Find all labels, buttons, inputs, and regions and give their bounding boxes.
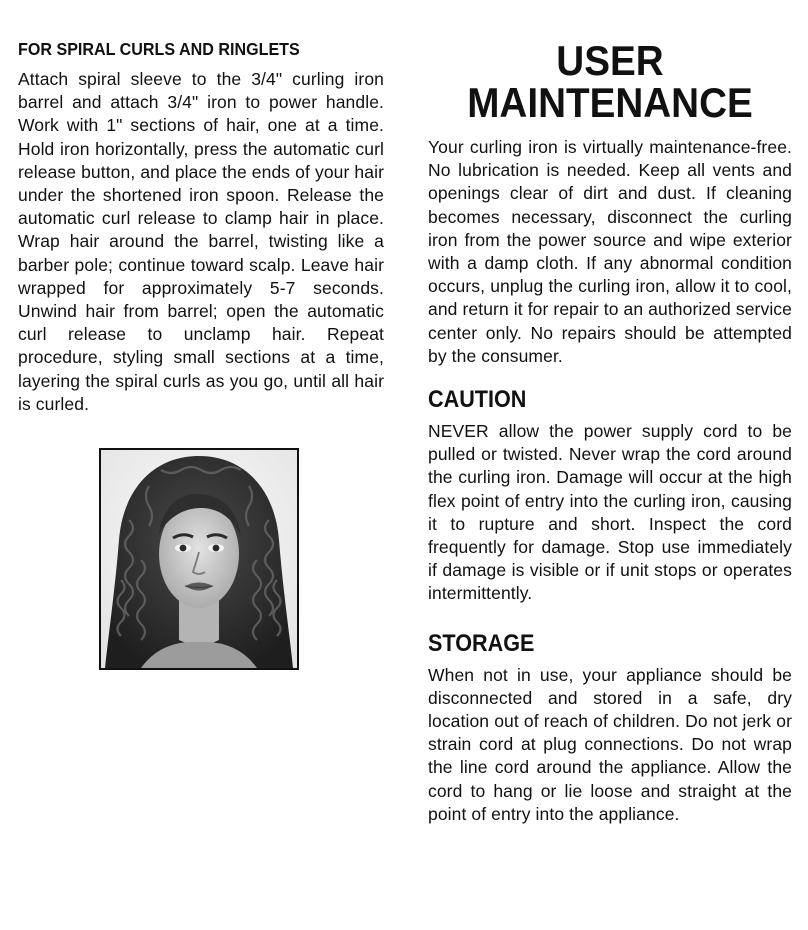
user-maintenance-title-line1: USER	[556, 37, 664, 84]
caution-heading: CAUTION	[428, 386, 527, 414]
spiral-curls-heading: FOR SPIRAL CURLS AND RINGLETS	[18, 39, 300, 59]
woman-curly-hair-portrait-photo	[99, 448, 299, 670]
caution-paragraph: NEVER allow the power supply cord to be pulled or twisted. Never wrap the cord around the curling iron. Damage will occur at the high flex point of entry into the curling iron, causing it to rupture and short. Inspect the cord frequently for damage. Stop use immediately if damage is visible or if unit stops or operates intermittently.	[428, 421, 792, 604]
maintenance-paragraph: Your curling iron is virtually maintenance-free. No lubrication is needed. Keep all vents and openings clear of dirt and dust. If cleaning becomes necessary, disconnect the curling iron from the power source and wipe exterior with a damp cloth. If any abnormal condition occurs, unplug the curling iron, allow it to cool, and return it for repair to an authorized service center only. No repairs should be attempted by the consumer.	[428, 137, 792, 366]
spiral-curls-section	[18, 38, 384, 416]
storage-paragraph: When not in use, your appliance should be disconnected and stored in a safe, dry location out of reach of children. Do not jerk or strain cord at plug connections. Do not wrap the line cord around the appliance. Allow the cord to hang or lie loose and straight at the point of entry into the appliance.	[428, 664, 792, 824]
portrait-illustration	[101, 450, 297, 668]
storage-heading: STORAGE	[428, 629, 535, 657]
user-maintenance-title-line2: MAINTENANCE	[467, 79, 753, 126]
spiral-curls-instructions: Attach spiral sleeve to the 3/4" curling iron barrel and attach 3/4" iron to power handle. Work with 1" sections of hair, one at a time. Hold iron horizontally, press the automatic curl release button, and place the ends of your hair under the shortened iron spoon. Release the automatic curl release to clamp hair in place. Wrap hair around the barrel, twisting like a barber pole; continue toward scalp. Leave hair wrapped for approximately 5-7 seconds. Unwind hair from barrel; open the automatic curl release to unclamp hair. Repeat procedure, styling small sections at a time, layering the spiral curls as you go, until all hair is curled.	[18, 69, 384, 414]
user-maintenance-section	[428, 37, 792, 826]
